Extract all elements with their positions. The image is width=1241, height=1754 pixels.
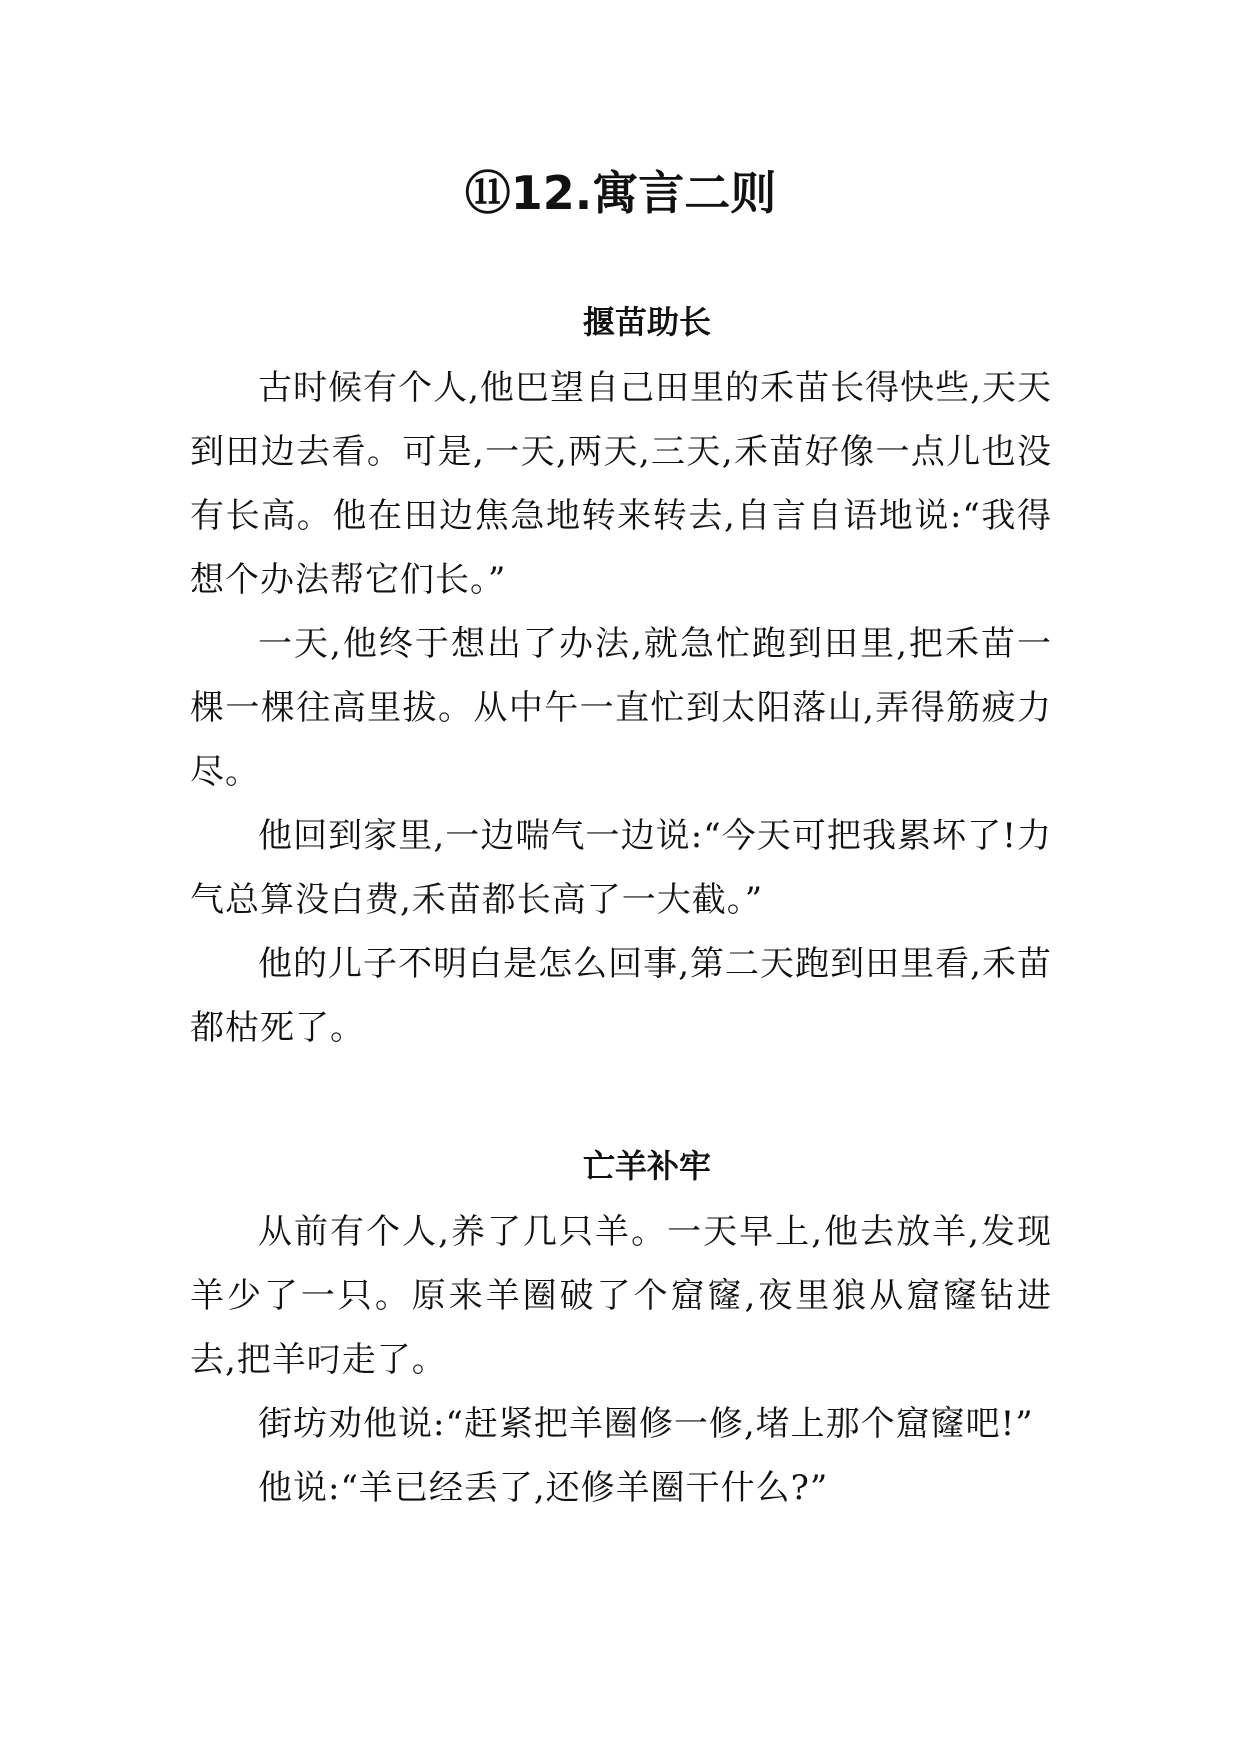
story-section bbox=[190, 1146, 1052, 1520]
story-section bbox=[190, 302, 1052, 1060]
story-paragraph: 从前有个人,养了几只羊。一天早上,他去放羊,发现羊少了一只。原来羊圈破了个窟窿,夜里狼从窟窿钻进去,把羊叼走了。 bbox=[190, 1212, 1052, 1380]
story-paragraph: 他的儿子不明白是怎么回事,第二天跑到田里看,禾苗都枯死了。 bbox=[190, 944, 1052, 1048]
story-paragraph: 他回到家里,一边喘气一边说:“今天可把我累坏了!力气总算没白费,禾苗都长高了一大截。” bbox=[190, 816, 1052, 920]
story-paragraph: 古时候有个人,他巴望自己田里的禾苗长得快些,天天到田边去看。可是,一天,两天,三天,禾苗好像一点儿也没有长高。他在田边焦急地转来转去,自言自语地说:“我得想个办法帮它们长。” bbox=[190, 368, 1052, 600]
page-title: ⑪12.寓言二则 bbox=[464, 166, 777, 220]
story-title: 亡羊补牢 bbox=[582, 1147, 711, 1185]
story-title: 揠苗助长 bbox=[582, 303, 711, 341]
story-paragraph: 街坊劝他说:“赶紧把羊圈修一修,堵上那个窟窿吧!” bbox=[258, 1404, 1034, 1444]
story-paragraph: 一天,他终于想出了办法,就急忙跑到田里,把禾苗一棵一棵往高里拔。从中午一直忙到太阳落山,弄得筋疲力尽。 bbox=[190, 624, 1052, 792]
story-paragraph: 他说:“羊已经丢了,还修羊圈干什么?” bbox=[258, 1468, 829, 1508]
